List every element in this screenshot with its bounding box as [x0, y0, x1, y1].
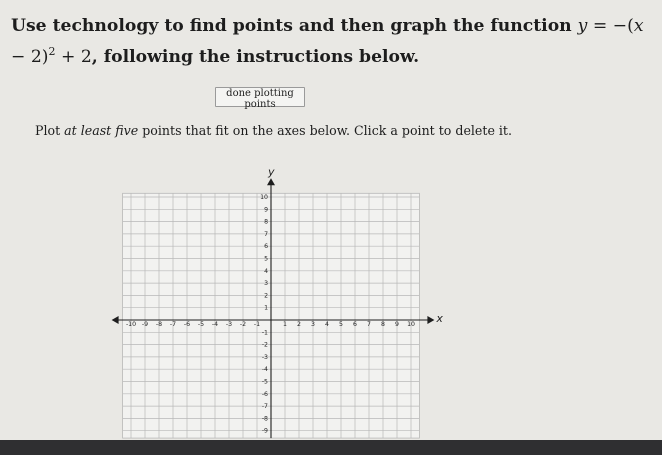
y-tick-label: 4: [264, 267, 268, 275]
y-tick-label: -6: [261, 390, 268, 398]
x-tick-label: -6: [183, 321, 191, 328]
x-tick-label: 8: [381, 321, 385, 328]
x-tick-label: -7: [169, 321, 177, 328]
y-tick-label: -4: [261, 366, 268, 374]
y-tick-label: -2: [261, 341, 268, 349]
done-plotting-points-button[interactable]: done plotting points: [215, 87, 305, 107]
formula-mid: − 2): [11, 47, 49, 67]
y-tick-label: -8: [261, 415, 268, 423]
y-tick-label: 9: [264, 206, 268, 214]
x-axis-arrow-right-icon: [427, 316, 434, 324]
bottom-bar: [0, 440, 662, 455]
x-tick-label: 4: [325, 321, 329, 328]
x-tick-label: 6: [353, 321, 357, 328]
x-tick-label: -5: [197, 321, 205, 328]
y-tick-label: 1: [264, 304, 268, 312]
instructions-emphasis: at least five: [64, 123, 139, 138]
y-tick-label: -5: [261, 378, 268, 386]
instructions-suffix: points that fit on the axes below. Click a point to delete it.: [138, 123, 512, 138]
x-tick-label: 7: [367, 321, 371, 328]
y-tick-label: 3: [264, 280, 268, 288]
x-tick-label: -2: [239, 321, 247, 328]
formula-eq: = −(: [587, 16, 634, 36]
x-tick-label: -10: [125, 321, 137, 328]
x-tick-label: 3: [311, 321, 315, 328]
x-tick-label: -1: [253, 321, 261, 328]
y-tick-label: -7: [261, 403, 268, 411]
instructions-prefix: Plot: [35, 123, 65, 138]
x-tick-label: 10: [407, 321, 415, 328]
y-tick-label: 7: [264, 230, 268, 238]
y-axis-label: y: [268, 165, 275, 179]
x-tick-label: 2: [297, 321, 301, 328]
x-tick-label: -8: [155, 321, 163, 328]
formula-y: y: [577, 16, 588, 36]
y-tick-label: -1: [261, 329, 268, 337]
y-tick-label: 8: [264, 218, 268, 226]
x-axis-label: x: [436, 312, 443, 325]
formula-exponent: 2: [48, 45, 56, 58]
question-text-before: Use technology to find points and then graph the function: [11, 16, 578, 36]
x-tick-label: 1: [283, 321, 287, 328]
formula-end: + 2: [55, 47, 92, 67]
x-tick-label: -4: [211, 321, 219, 328]
formula-x: x: [633, 16, 644, 36]
x-tick-label: -3: [225, 321, 233, 328]
y-tick-label: -3: [261, 353, 268, 361]
x-tick-label: -9: [141, 321, 149, 328]
y-axis-arrow-up-icon: [267, 178, 275, 185]
x-tick-label: 9: [395, 321, 399, 328]
y-tick-label: 2: [264, 292, 268, 300]
y-tick-label: 10: [260, 194, 268, 201]
x-tick-label: 5: [339, 321, 343, 328]
y-tick-label: 6: [264, 243, 268, 251]
y-tick-label: 5: [264, 255, 268, 263]
y-tick-label: -9: [261, 427, 268, 435]
x-axis-arrow-left-icon: [112, 316, 119, 324]
question-text-after: , following the instructions below.: [91, 47, 420, 67]
